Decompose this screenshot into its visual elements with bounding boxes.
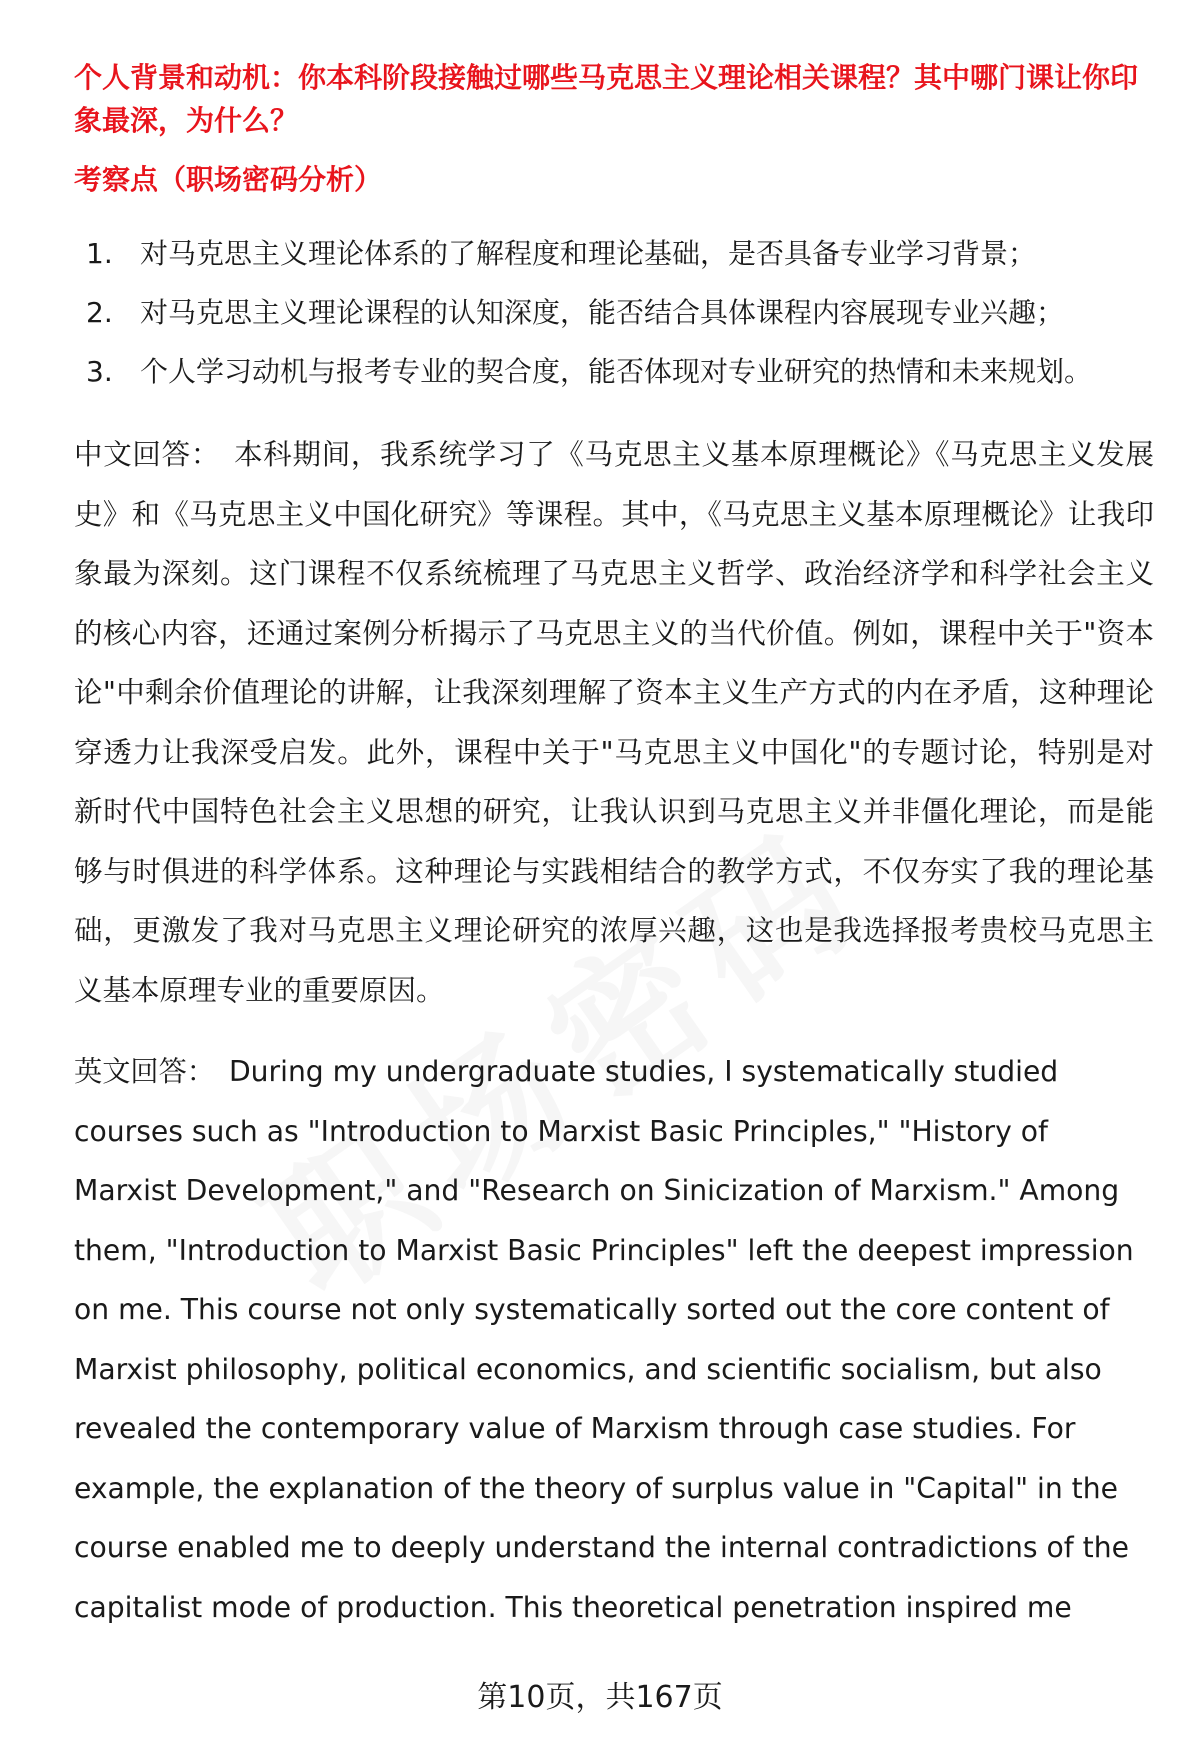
document-page bbox=[74, 56, 1154, 1637]
list-item-text: 对马克思主义理论体系的了解程度和理论基础，是否具备专业学习背景； bbox=[140, 237, 1037, 270]
list-item-text: 个人学习动机与报考专业的契合度，能否体现对专业研究的热情和未来规划。 bbox=[140, 355, 1093, 388]
list-item bbox=[74, 283, 1154, 342]
english-answer-label: 英文回答： bbox=[74, 1055, 215, 1088]
list-number: 2. bbox=[86, 296, 113, 329]
list-item bbox=[74, 342, 1154, 401]
page-number: 第10页，共167页 bbox=[477, 1680, 723, 1715]
english-answer bbox=[74, 1042, 1154, 1637]
chinese-answer-text: 本科期间，我系统学习了《马克思主义基本原理概论》《马克思主义发展史》和《马克思主义中国化研究》等课程。其中，《马克思主义基本原理概论》让我印象最为深刻。这门课程不仅系统梳理了马克思主义哲学、政治经济学和科学社会主义的核心内容，还通过案例分析揭示了马克思主义的当代价值。例如，课程中关于"资本论"中剩余价值理论的讲解，让我深刻理解了资本主义生产方式的内在矛盾，这种理论穿透力让我深受启发。此外，课程中关于"马克思主义中国化"的专题讨论，特别是对新时代中国特色社会主义思想的研究，让我认识到马克思主义并非僵化理论，而是能够与时俱进的科学体系。这种理论与实践相结合的教学方式，不仅夯实了我的理论基础，更激发了我对马克思主义理论研究的浓厚兴趣，这也是我选择报考贵校马克思主义基本原理专业的重要原因。 bbox=[74, 438, 1154, 1007]
list-item bbox=[74, 224, 1154, 283]
focus-list bbox=[74, 224, 1154, 401]
list-number: 1. bbox=[86, 237, 113, 270]
focus-heading: 考察点（职场密码分析） bbox=[74, 163, 383, 196]
list-number: 3. bbox=[86, 355, 113, 388]
chinese-answer bbox=[74, 425, 1154, 1020]
question-heading: 个人背景和动机：你本科阶段接触过哪些马克思主义理论相关课程？其中哪门课让你印象最深，为什么？ bbox=[74, 61, 1139, 137]
chinese-answer-label: 中文回答： bbox=[74, 438, 221, 471]
list-item-text: 对马克思主义理论课程的认知深度，能否结合具体课程内容展现专业兴趣； bbox=[140, 296, 1065, 329]
english-answer-text: During my undergraduate studies, I systematically studied courses such as "Introduction to Marxist Basic Principles," "History of Marxist Development," and "Research on Sinicization of Marxism." Among them, "Introduction to Marxist Basic Principles" left the deepest impression on me. This course not only systematically sorted out the core content of Marxist philosophy, political economics, and scientific socialism, but also revealed the contemporary value of Marxism through case studies. For example, the explanation of the theory of surplus value in "Capital" in the course enabled me to deeply understand the internal contradictions of the capitalist mode of production. This theoretical penetration inspired me bbox=[74, 1055, 1134, 1624]
